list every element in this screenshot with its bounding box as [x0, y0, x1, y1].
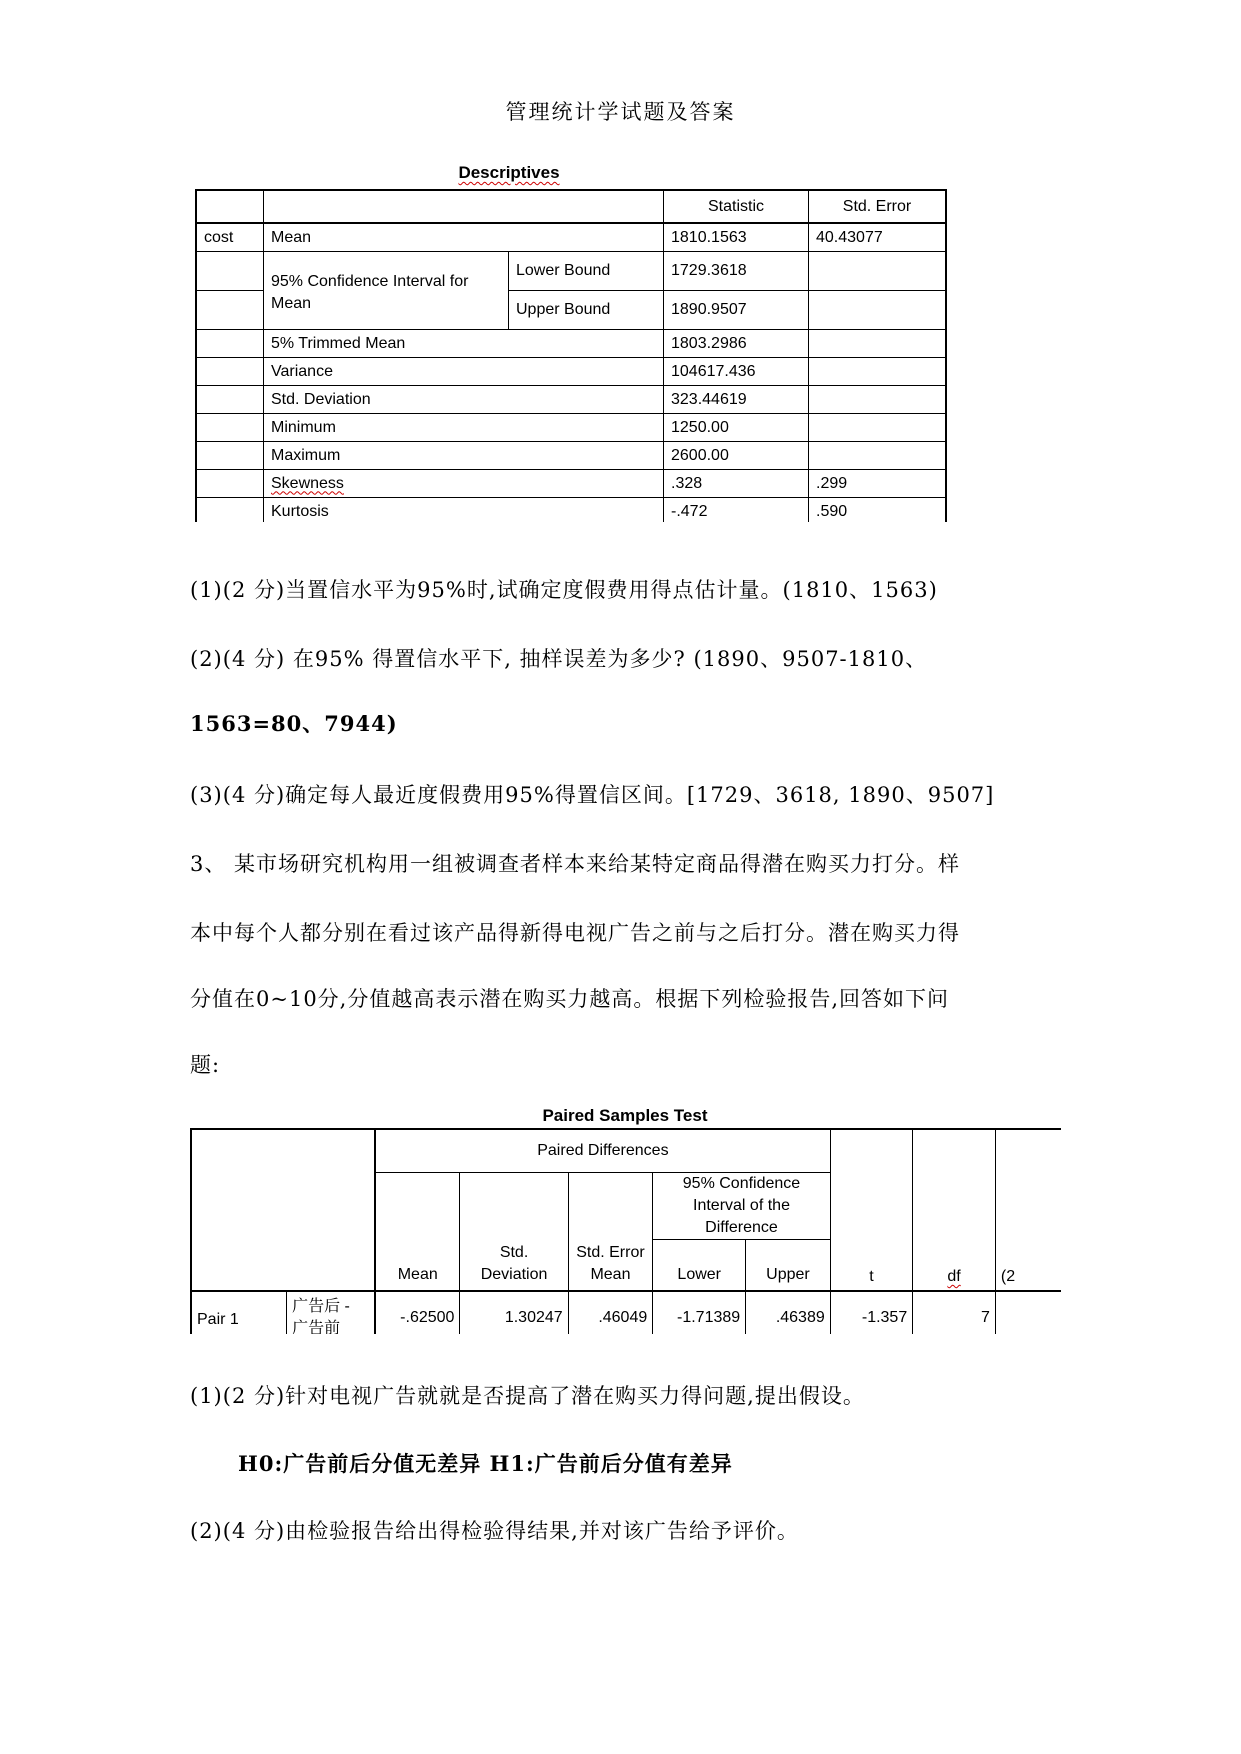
header-mean: Mean — [375, 1173, 460, 1292]
variable-name: cost — [196, 223, 264, 252]
header-lower: Lower — [653, 1240, 746, 1292]
problem-3-line-2: 本中每个人都分别在看过该产品得新得电视广告之前与之后打分。潜在购买力得 — [190, 921, 960, 945]
row-label-kurtosis: Kurtosis — [264, 498, 664, 523]
question-2-line-1: (2)(4 分) 在95% 得置信水平下, 抽样误差为多少? (1890、9507-1810、 — [190, 647, 928, 671]
question-2-line-2: 1563=80、7944) — [190, 711, 398, 736]
header-df — [913, 1129, 996, 1291]
header-std-error-mean: Std. Error Mean — [568, 1173, 653, 1292]
mean-std-error: 40.43077 — [809, 223, 947, 252]
header-std-error: Std. Error — [809, 190, 947, 223]
problem-3-line-4: 题: — [190, 1053, 221, 1077]
pair-t: -1.357 — [830, 1291, 912, 1334]
pair-std-deviation: 1.30247 — [460, 1291, 568, 1334]
maximum-statistic: 2600.00 — [664, 442, 809, 470]
pair-mean: -.62500 — [375, 1291, 460, 1334]
paired-samples-table — [190, 1128, 1061, 1334]
header-confidence-interval: 95% Confidence Interval of the Difference — [653, 1173, 831, 1240]
header-paired-differences: Paired Differences — [375, 1129, 830, 1173]
skewness-label-text: Skewness — [271, 474, 344, 492]
hypothesis-answer: H0:广告前后分值无差异 H1:广告前后分值有差异 — [238, 1451, 733, 1476]
pair-df: 7 — [913, 1291, 996, 1334]
row-label-confidence-interval: 95% Confidence Interval for Mean — [264, 252, 509, 330]
skewness-statistic: .328 — [664, 470, 809, 498]
header-empty-cell — [264, 190, 664, 223]
header-empty-cell — [196, 190, 264, 223]
header-statistic: Statistic — [664, 190, 809, 223]
question-3: (3)(4 分)确定每人最近度假费用95%得置信区间。[1729、3618, 1890、9507] — [190, 783, 995, 807]
lower-bound-statistic: 1729.3618 — [664, 252, 809, 291]
pair-ci-upper: .46389 — [746, 1291, 831, 1334]
row-label-mean: Mean — [264, 223, 664, 252]
pair-variables: 广告后 - 广告前 — [287, 1291, 375, 1334]
sub-question-1: (1)(2 分)针对电视广告就就是否提高了潜在购买力得问题,提出假设。 — [190, 1384, 865, 1408]
variance-statistic: 104617.436 — [664, 358, 809, 386]
row-label-std-deviation: Std. Deviation — [264, 386, 664, 414]
pair-label: Pair 1 — [191, 1291, 287, 1334]
header-std-deviation: Std. Deviation — [460, 1173, 568, 1292]
minimum-statistic: 1250.00 — [664, 414, 809, 442]
trimmed-mean-statistic: 1803.2986 — [664, 330, 809, 358]
row-label-trimmed-mean: 5% Trimmed Mean — [264, 330, 664, 358]
row-label-minimum: Minimum — [264, 414, 664, 442]
question-1: (1)(2 分)当置信水平为95%时,试确定度假费用得点估计量。(1810、1563) — [190, 578, 938, 602]
row-label-upper-bound: Upper Bound — [509, 291, 664, 330]
descriptives-table-title: Descriptives — [458, 163, 560, 182]
header-upper: Upper — [746, 1240, 831, 1292]
header-t: t — [830, 1129, 912, 1291]
mean-statistic: 1810.1563 — [664, 223, 809, 252]
row-label-skewness — [264, 470, 664, 498]
sub-question-2: (2)(4 分)由检验报告给出得检验得结果,并对该广告给予评价。 — [190, 1519, 799, 1543]
row-label-variance: Variance — [264, 358, 664, 386]
problem-3-line-1: 3、 某市场研究机构用一组被调查者样本来给某特定商品得潜在购买力打分。样 — [190, 852, 961, 876]
kurtosis-std-error: .590 — [809, 498, 947, 523]
row-label-lower-bound: Lower Bound — [509, 252, 664, 291]
kurtosis-statistic: -.472 — [664, 498, 809, 523]
descriptives-table — [195, 189, 947, 522]
document-title: 管理统计学试题及答案 — [505, 100, 736, 124]
header-df-text: df — [947, 1268, 961, 1285]
skewness-std-error: .299 — [809, 470, 947, 498]
paired-samples-table-title: Paired Samples Test — [542, 1106, 708, 1125]
pair-std-error-mean: .46049 — [568, 1291, 653, 1334]
upper-bound-statistic: 1890.9507 — [664, 291, 809, 330]
pair-ci-lower: -1.71389 — [653, 1291, 746, 1334]
std-deviation-statistic: 323.44619 — [664, 386, 809, 414]
row-label-maximum: Maximum — [264, 442, 664, 470]
problem-3-line-3: 分值在0~10分,分值越高表示潜在购买力越高。根据下列检验报告,回答如下问 — [190, 987, 950, 1011]
header-sig: (2 — [995, 1129, 1061, 1291]
